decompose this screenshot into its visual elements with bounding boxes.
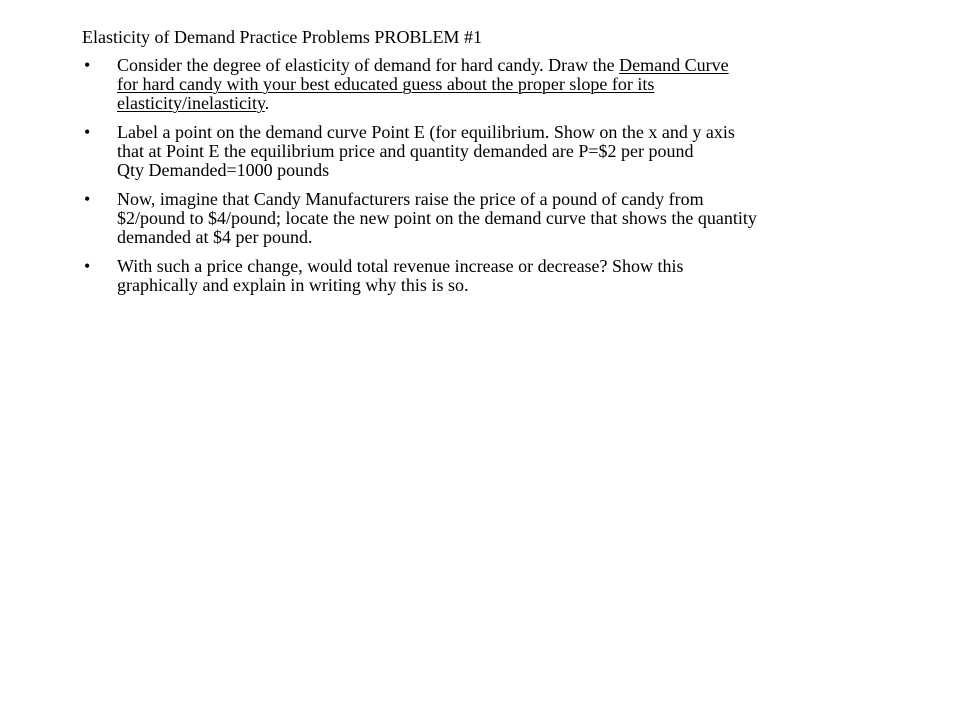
instruction-list xyxy=(82,56,892,295)
underlined-text: elasticity/inelasticity xyxy=(117,93,265,113)
instruction-line: demanded at $4 per pound. xyxy=(117,227,313,247)
instruction-item-price-increase xyxy=(82,190,892,247)
instruction-text: Consider the degree of elasticity of demand for hard candy. Draw the xyxy=(117,55,620,75)
bullet-icon: • xyxy=(84,256,91,276)
instruction-line: Qty Demanded=1000 pounds xyxy=(117,160,330,180)
instruction-line xyxy=(117,56,892,75)
instruction-item-total-revenue xyxy=(82,257,892,295)
underlined-text: Demand Curve xyxy=(619,55,729,75)
instruction-line: Now, imagine that Candy Manufacturers raise the price of a pound of candy from xyxy=(117,189,704,209)
instruction-line: $2/pound to $4/pound; locate the new point on the demand curve that shows the quantity xyxy=(117,208,757,228)
instruction-line: graphically and explain in writing why this is so. xyxy=(117,275,469,295)
instruction-item-label-point-e xyxy=(82,123,892,180)
bullet-icon: • xyxy=(84,55,91,75)
instruction-line: that at Point E the equilibrium price and quantity demanded are P=$2 per pound xyxy=(117,141,694,161)
problem-title: Elasticity of Demand Practice Problems PROBLEM #1 xyxy=(82,27,482,47)
underlined-text: for hard candy with your best educated guess about the proper slope for its xyxy=(117,74,655,94)
instruction-line xyxy=(117,75,892,94)
instruction-item-draw-demand-curve xyxy=(82,56,892,113)
instruction-line: Label a point on the demand curve Point E (for equilibrium. Show on the x and y axis xyxy=(117,122,735,142)
bullet-icon: • xyxy=(84,122,91,142)
instruction-line xyxy=(117,94,892,113)
instruction-line: With such a price change, would total revenue increase or decrease? Show this xyxy=(117,256,684,276)
bullet-icon: • xyxy=(84,189,91,209)
instruction-text: . xyxy=(264,93,270,113)
slide-content xyxy=(82,28,892,305)
